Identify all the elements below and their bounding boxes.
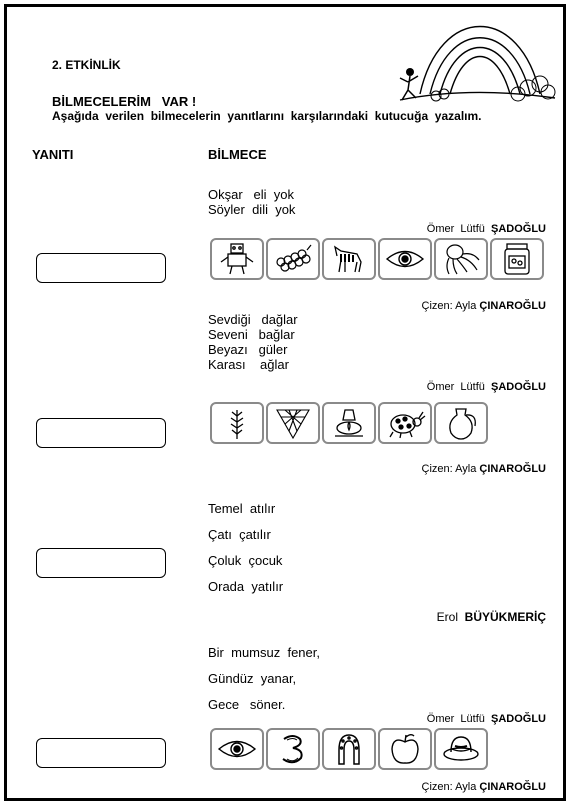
riddle-3-text — [208, 496, 283, 600]
hat-icon — [434, 728, 488, 770]
column-header-answer: YANITI — [32, 147, 74, 162]
riddle-line: Söyler dili yok — [208, 202, 296, 217]
riddle-line: Çoluk çocuk — [208, 553, 283, 568]
riddle-line: Çatı çatılır — [208, 527, 271, 542]
riddle-3-author: Erol BÜYÜKMERİÇ — [436, 610, 546, 624]
riddle-4-text — [208, 640, 320, 718]
octopus-icon — [434, 238, 488, 280]
jar-icon — [490, 238, 544, 280]
riddle-line: Orada yatılır — [208, 579, 284, 594]
riddle-line: Seveni bağlar — [208, 327, 295, 342]
oil-lamp-icon — [322, 402, 376, 444]
riddle-2-illustrator: Çizen: Ayla ÇINAROĞLU — [421, 463, 546, 475]
riddle-2-text — [208, 312, 298, 372]
column-header-riddle: BİLMECE — [208, 147, 267, 162]
instruction-text: Aşağıda verilen bilmecelerin yanıtlarını karşılarındaki kutucuğa yazalım. — [52, 109, 482, 123]
riddle-4-author: Ömer Lütfü ŞADOĞLU — [426, 713, 546, 725]
jug-icon — [434, 402, 488, 444]
riddle-1-text — [208, 187, 295, 217]
eye-icon — [210, 728, 264, 770]
eye-icon — [378, 238, 432, 280]
answer-box-2[interactable] — [36, 418, 166, 448]
riddle-line: Okşar eli yok — [208, 187, 294, 202]
riddle-line: Gece söner. — [208, 697, 286, 712]
ladybug-icon — [378, 402, 432, 444]
rainbow-illustration — [380, 14, 560, 110]
answer-box-4[interactable] — [36, 738, 166, 768]
riddle-2-picture-row — [210, 402, 488, 444]
riddle-4-illustrator: Çizen: Ayla ÇINAROĞLU — [421, 781, 546, 793]
riddle-line: Sevdiği dağlar — [208, 312, 298, 327]
riddle-1-author: Ömer Lütfü ŞADOĞLU — [426, 223, 546, 235]
wheat-icon — [210, 402, 264, 444]
riddle-line: Temel atılır — [208, 501, 276, 516]
robot-icon — [210, 238, 264, 280]
riddle-4-picture-row — [210, 728, 488, 770]
answer-box-1[interactable] — [36, 253, 166, 283]
horseshoe-icon — [322, 728, 376, 770]
activity-number: 2. ETKİNLİK — [52, 58, 121, 72]
riddle-line: Karası ağlar — [208, 357, 289, 372]
apple-icon — [378, 728, 432, 770]
riddle-2-author: Ömer Lütfü ŞADOĞLU — [426, 381, 546, 393]
net-icon — [266, 402, 320, 444]
zebra-icon — [322, 238, 376, 280]
number-three-icon — [266, 728, 320, 770]
riddle-1-picture-row — [210, 238, 544, 280]
riddle-line: Beyazı güler — [208, 342, 288, 357]
riddle-line: Gündüz yanar, — [208, 671, 297, 686]
answer-box-3[interactable] — [36, 548, 166, 578]
grapes-icon — [266, 238, 320, 280]
riddle-line: Bir mumsuz fener, — [208, 645, 320, 660]
riddle-1-illustrator: Çizen: Ayla ÇINAROĞLU — [421, 300, 546, 312]
page-title: BİLMECELERİM VAR ! — [52, 94, 197, 109]
